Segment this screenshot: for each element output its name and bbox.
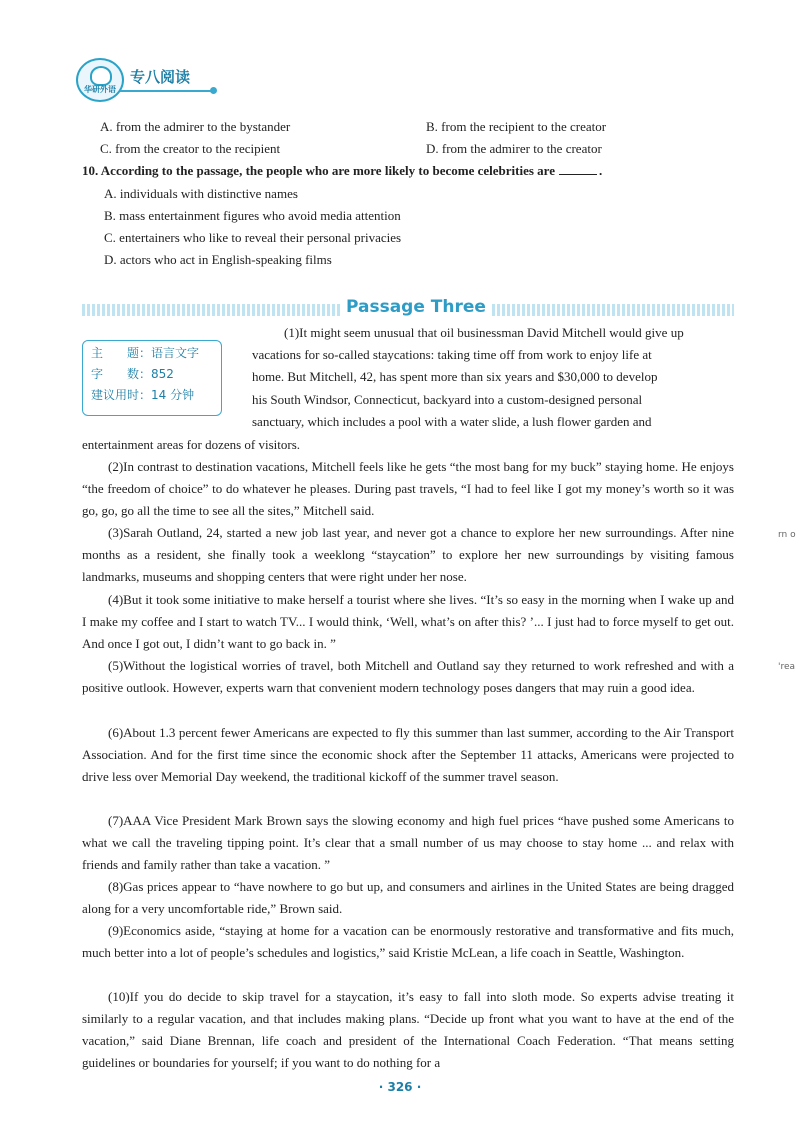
q9-option-a: A. from the admirer to the bystander bbox=[100, 119, 291, 134]
passage-info-box bbox=[82, 340, 222, 416]
info-word-count: 字 数：852 bbox=[91, 367, 174, 381]
p1-line-5: sanctuary, which includes a pool with a water slide, a lush flower garden and bbox=[252, 414, 652, 429]
page-number: · 326 · bbox=[378, 1080, 422, 1094]
logo-text: 华研外语 bbox=[84, 85, 116, 94]
paragraph-9: (9)Economics aside, “staying at home for a vacation can be enormously restorative and transformative and fits much, much better into a lot of people’s schedules and logistics,” said Kristie McLean, a life coach in Seattle, Washington. bbox=[82, 923, 734, 960]
paragraph-10: (10)If you do decide to skip travel for a staycation, it’s easy to fall into sloth mode. So experts advise treating it similarly to a regular vacation, and that includes making plans. “Decide up front what you want to have at the end of the vacation,” said Diane Brennan, life coach and president of the International Coach Federation. “That means setting guidelines or boundaries for yourself; if you want to do nothing for a bbox=[82, 989, 734, 1070]
margin-bleed-mark-2: 'rea bbox=[778, 662, 796, 672]
paragraph-3: (3)Sarah Outland, 24, started a new job last year, and never got a chance to explore her new surroundings. After nine months as a resident, she finally took a weeklong “staycation” to explore her new surroundings by visiting famous landmarks, museums and shopping centers that were right under her nose. bbox=[82, 525, 734, 584]
p1-line-1: (1)It might seem unusual that oil businessman David Mitchell would give up bbox=[284, 325, 684, 340]
q10-option-b: B. mass entertainment figures who avoid media attention bbox=[104, 208, 401, 223]
q10-option-a: A. individuals with distinctive names bbox=[104, 186, 298, 201]
q9-option-b: B. from the recipient to the creator bbox=[426, 119, 607, 134]
logo-mascot-icon bbox=[90, 66, 112, 86]
p1-line-3: home. But Mitchell, 42, has spent more than six years and $30,000 to develop bbox=[252, 369, 658, 384]
q9-option-d: D. from the admirer to the creator bbox=[426, 141, 602, 156]
paragraph-5: (5)Without the logistical worries of travel, both Mitchell and Outland say they returned to work refreshed and with a positive outlook. However, experts warn that convenient modern technology poses dangers that may ruin a good idea. bbox=[82, 658, 734, 695]
info-suggested-time: 建议用时：14 分钟 bbox=[91, 388, 195, 402]
paragraph-7: (7)AAA Vice President Mark Brown says the slowing economy and high fuel prices “have pushed some Americans to what we call the traveling tipping point. It’s clear that a small number of us may choose to stay home ... and relax with friends and family rather than take a vacation. ” bbox=[82, 813, 734, 872]
p1-line-4: his South Windsor, Connecticut, backyard into a custom-designed personal bbox=[252, 392, 643, 407]
paragraph-8: (8)Gas prices appear to “have nowhere to go but up, and consumers and airlines in the United States are being dragged along for a very uncomfortable ride,” Brown said. bbox=[82, 879, 734, 916]
paragraph-6: (6)About 1.3 percent fewer Americans are expected to fly this summer than last summer, according to the Air Transport Association. And for the first time since the economic shock after the September 11 attacks, Americans were projected to drive less over Memorial Day weekend, the traditional kickoff of the summer travel season. bbox=[82, 725, 734, 784]
answer-blank bbox=[559, 174, 597, 175]
q10-option-c: C. entertainers who like to reveal their personal privacies bbox=[104, 230, 402, 245]
paragraph-4: (4)But it took some initiative to make herself a tourist where she lives. “It’s so easy in the morning when I wake up and I make my coffee and I start to watch TV... I would think, ‘Well, what’s on after this? ’... I just had to force myself to get out. And once I got out, I didn’t want to go back in. ” bbox=[82, 592, 734, 651]
passage-title: Passage Three bbox=[340, 297, 492, 317]
q10-option-d: D. actors who act in English-speaking films bbox=[104, 252, 332, 267]
info-topic: 主 题：语言文字 bbox=[91, 346, 200, 360]
margin-bleed-mark-1: rn o bbox=[778, 530, 796, 540]
publisher-logo bbox=[76, 58, 124, 102]
q10-stem bbox=[82, 163, 602, 179]
header-divider-dot bbox=[210, 87, 217, 94]
series-title: 专八阅读 bbox=[130, 68, 191, 86]
q9-option-c: C. from the creator to the recipient bbox=[100, 141, 281, 156]
header-divider bbox=[120, 90, 212, 92]
paragraph-2: (2)In contrast to destination vacations, Mitchell feels like he gets “the most bang for my buck” staying home. He enjoys “the freedom of choice” to do whatever he pleases. During past travels, “I had to feel like I got my money’s worth so it was go, go, go all the time to see all the sites,” Mitchell said. bbox=[82, 459, 734, 518]
p1-line-2: vacations for so-called staycations: taking time off from work to enjoy life at bbox=[252, 347, 652, 362]
q10-stem-end: . bbox=[598, 163, 603, 178]
q10-stem-text: 10. According to the passage, the people who are more likely to become celebrities are bbox=[82, 163, 555, 178]
p1-line-6: entertainment areas for dozens of visitors. bbox=[82, 437, 301, 452]
